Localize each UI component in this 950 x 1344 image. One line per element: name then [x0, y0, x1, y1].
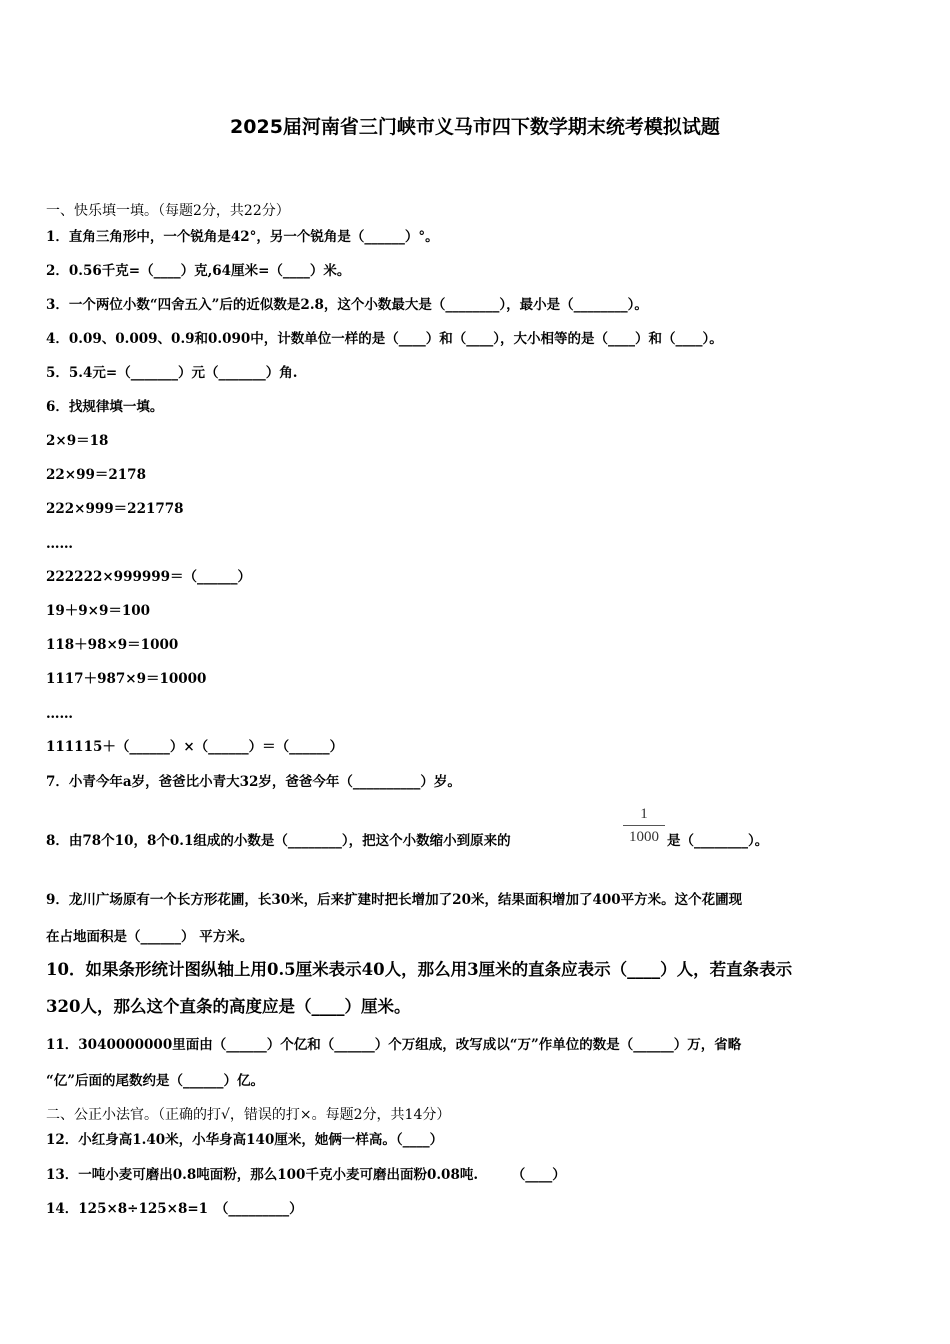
pattern-line: 111115＋（______）×（______）＝（______） [46, 739, 344, 755]
question-4: 4．0.09、0.009、0.9和0.090中，计数单位一样的是（____）和（____），大小相等的是（____）和（____）。 [46, 331, 723, 347]
question-2: 2．0.56千克=（____）克,64厘米=（____）米。 [46, 263, 351, 279]
pattern-line: 1117＋987×9＝10000 [46, 671, 207, 687]
pattern-line: 22×99＝2178 [46, 467, 146, 483]
question-1: 1．直角三角形中，一个锐角是42°，另一个锐角是（______）°。 [46, 229, 439, 245]
fraction-bar [623, 825, 665, 826]
fraction-denominator: 1000 [629, 829, 659, 845]
question-12: 12．小红身高1.40米，小华身高140厘米，她俩一样高。（____） [46, 1132, 444, 1148]
pattern-ellipsis: …… [46, 706, 73, 722]
question-9-line-2: 在占地面积是（______） 平方米。 [46, 929, 254, 945]
pattern-line: 222×999＝221778 [46, 501, 184, 517]
fraction-numerator: 1 [640, 806, 648, 822]
question-10-line-2: 320人，那么这个直条的高度应是（____）厘米。 [46, 997, 411, 1016]
page-title: 2025届河南省三门峡市义马市四下数学期末统考模拟试题 [230, 116, 720, 138]
question-7: 7．小青今年a岁，爸爸比小青大32岁，爸爸今年（__________）岁。 [46, 774, 461, 790]
question-11-line-1: 11．3040000000里面由（______）个亿和（______）个万组成，改写成以“万”作单位的数是（______）万，省略 [46, 1037, 742, 1053]
pattern-line: 222222×999999＝（______） [46, 569, 252, 585]
pattern-line: 118＋98×9＝1000 [46, 637, 179, 653]
question-3: 3．一个两位小数“四舍五入”后的近似数是2.8，这个小数最大是（________），最小是（________）。 [46, 297, 648, 313]
question-11-line-2: “亿”后面的尾数约是（______）亿。 [46, 1073, 265, 1089]
fraction-one-thousandth [623, 805, 665, 846]
pattern-ellipsis: …… [46, 536, 73, 552]
section-heading-1: 一、快乐填一填。（每题2分，共22分） [46, 203, 290, 219]
pattern-line: 19＋9×9＝100 [46, 603, 151, 619]
section-heading-2: 二、公正小法官。（正确的打√，错误的打×。每题2分，共14分） [46, 1107, 451, 1123]
question-8-part-b: 是（________）。 [667, 833, 769, 849]
question-9-line-1: 9．龙川广场原有一个长方形花圃，长30米，后来扩建时把长增加了20米，结果面积增加了400平方米。这个花圃现 [46, 892, 743, 908]
question-13: 13．一吨小麦可磨出0.8吨面粉，那么100千克小麦可磨出面粉0.08吨. （____） [46, 1167, 566, 1183]
question-6: 6．找规律填一填。 [46, 399, 164, 415]
pattern-line: 2×9＝18 [46, 433, 109, 449]
question-8-part-a: 8．由78个10，8个0.1组成的小数是（________），把这个小数缩小到原来的 [46, 833, 511, 849]
question-10-line-1: 10．如果条形统计图纵轴上用0.5厘米表示40人，那么用3厘米的直条应表示（____）人，若直条表示 [46, 960, 793, 979]
question-14: 14．125×8÷125×8=1 （_________） [46, 1201, 303, 1217]
question-5: 5．5.4元=（_______）元（_______）角. [46, 365, 298, 381]
